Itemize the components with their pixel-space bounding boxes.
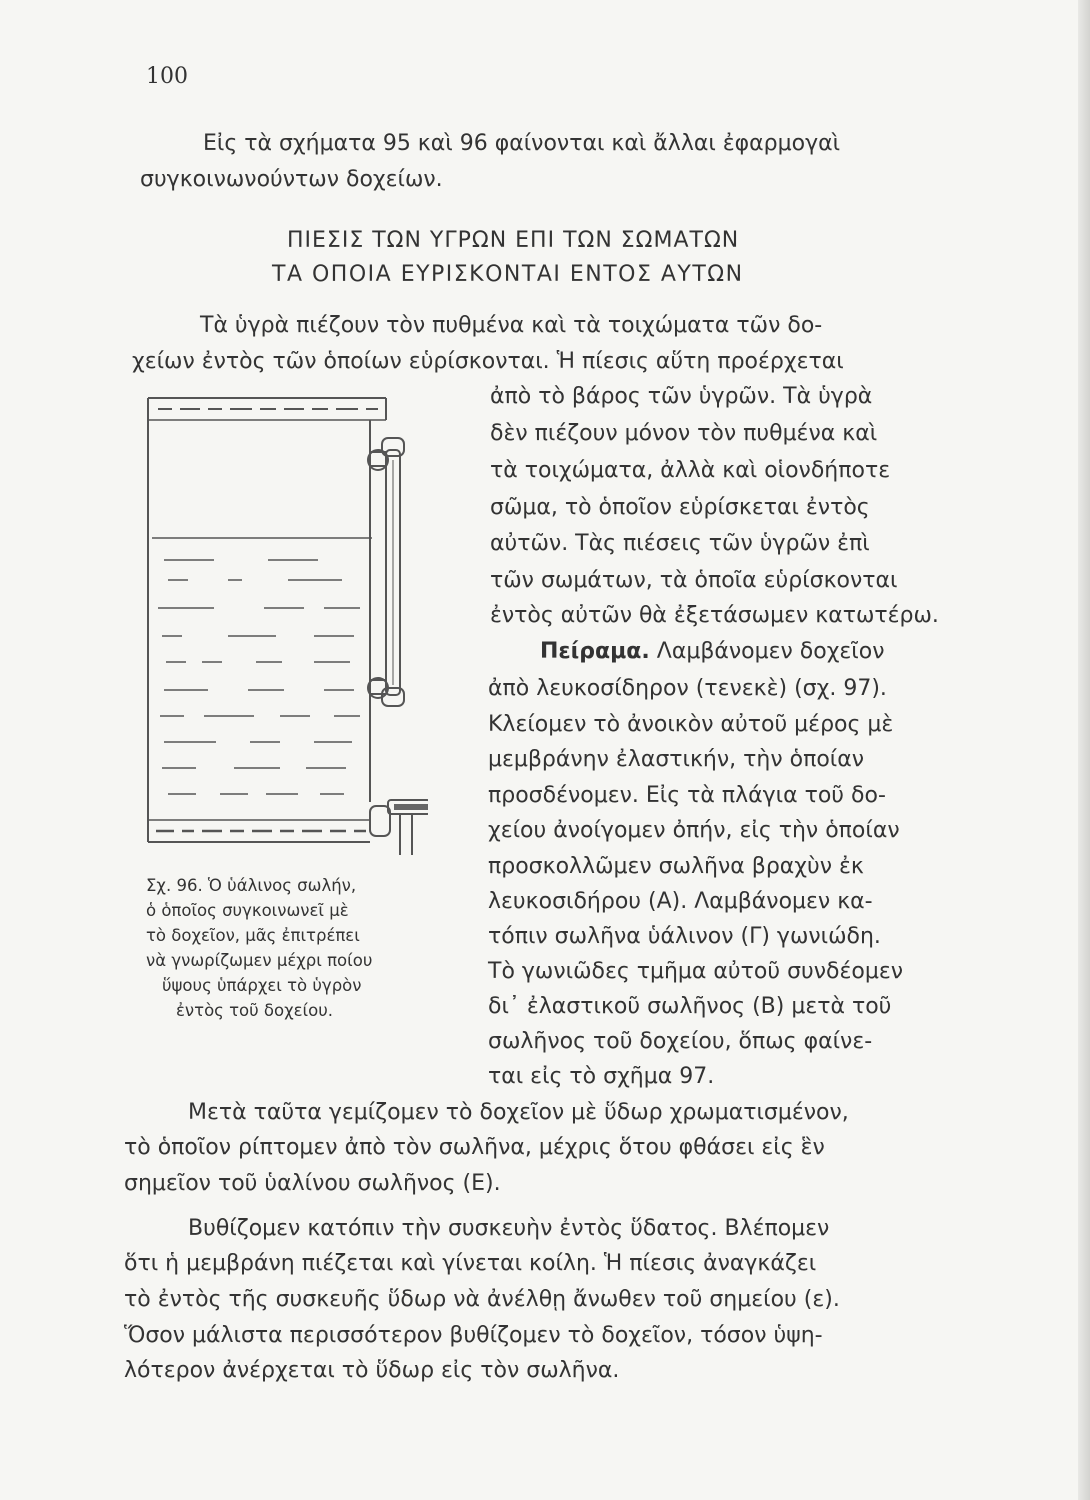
body-line: λευκοσιδήρου (Α). Λαμβάνομεν κα-: [488, 889, 873, 914]
body-line: χείου ἀνοίγομεν ὀπήν, εἰς τὴν ὁποίαν: [488, 818, 900, 843]
body-line: προσδένομεν. Εἰς τὰ πλάγια τοῦ δο-: [488, 783, 886, 808]
body-line: ται εἰς τὸ σχῆμα 97.: [488, 1064, 715, 1089]
figure-caption-line: τὸ δοχεῖον, μᾶς ἐπιτρέπει: [146, 926, 360, 945]
body-line: σωλῆνος τοῦ δοχείου, ὅπως φαίνε-: [488, 1029, 873, 1054]
experiment-first-line: [540, 636, 885, 668]
page-number: 100: [146, 64, 188, 89]
intro-line: Εἰς τὰ σχήματα 95 καὶ 96 φαίνονται καὶ ἄλλαι ἐφαρμογαὶ: [203, 131, 841, 156]
body-line: ἀπὸ τὸ βάρος τῶν ὑγρῶν. Τὰ ὑγρὰ: [490, 384, 873, 409]
body-line: μεμβράνην ἐλαστικήν, τὴν ὁποίαν: [488, 747, 865, 772]
experiment-first-text: Λαμβάνομεν δοχεῖον: [656, 639, 885, 664]
body-line: Τὰ ὑγρὰ πιέζουν τὸν πυθμένα καὶ τὰ τοιχώματα τῶν δο-: [200, 313, 823, 338]
body-line: δι᾿ ἐλαστικοῦ σωλῆνος (Β) μετὰ τοῦ: [488, 994, 892, 1019]
body-line: ἐντὸς αὐτῶν θὰ ἐξετάσωμεν κατωτέρω.: [490, 603, 939, 628]
body-line: δὲν πιέζουν μόνον τὸν πυθμένα καὶ: [490, 421, 878, 446]
body-line: αὐτῶν. Τὰς πιέσεις τῶν ὑγρῶν ἐπὶ: [490, 531, 870, 556]
body-line: Μετὰ ταῦτα γεμίζομεν τὸ δοχεῖον μὲ ὕδωρ χρωματισμένον,: [188, 1100, 849, 1125]
body-line: Βυθίζομεν κατόπιν τὴν συσκευὴν ἐντὸς ὕδατος. Βλέπομεν: [188, 1216, 830, 1241]
figure-caption-line: νὰ γνωρίζωμεν μέχρι ποίου: [146, 951, 373, 970]
body-line: τὸ ἐντὸς τῆς συσκευῆς ὕδωρ νὰ ἀνέλθῃ ἄνωθεν τοῦ σημείου (ε).: [124, 1287, 840, 1312]
body-line: Τὸ γωνιῶδες τμῆμα αὐτοῦ συνδέομεν: [488, 959, 904, 984]
body-line: σημεῖον τοῦ ὑαλίνου σωλῆνος (Ε).: [124, 1171, 501, 1196]
figure-caption-line: ὁ ὁποῖος συγκοινωνεῖ μὲ: [146, 901, 349, 920]
glass-tube: [368, 438, 404, 706]
body-line: Κλείομεν τὸ ἀνοικὸν αὐτοῦ μέρος μὲ: [488, 712, 894, 737]
section-heading-line: ΠΙΕΣΙΣ ΤΩΝ ΥΓΡΩΝ ΕΠΙ ΤΩΝ ΣΩΜΑΤΩΝ: [287, 228, 740, 253]
body-line: σῶμα, τὸ ὁποῖον εὑρίσκεται ἐντὸς: [490, 495, 870, 520]
body-line: ἀπὸ λευκοσίδηρον (τενεκὲ) (σχ. 97).: [488, 676, 887, 701]
body-line: τὰ τοιχώματα, ἀλλὰ καὶ οἱονδήποτε: [490, 458, 891, 483]
body-line: Ὅσον μάλιστα περισσότερον βυθίζομεν τὸ δοχεῖον, τόσον ὑψη-: [124, 1323, 823, 1348]
body-line: τὸ ὁποῖον ρίπτομεν ἀπὸ τὸν σωλῆνα, μέχρις ὅτου φθάσει εἰς ἓν: [124, 1135, 825, 1160]
experiment-label: Πείραμα.: [540, 639, 650, 664]
figure-caption-line: Σχ. 96. Ὁ ὑάλινος σωλήν,: [146, 876, 357, 895]
faucet: [370, 800, 428, 855]
section-heading-line: ΤΑ ΟΠΟΙΑ ΕΥΡΙΣΚΟΝΤΑΙ ΕΝΤΟΣ ΑΥΤΩΝ: [272, 262, 744, 287]
body-line: λότερον ἀνέρχεται τὸ ὕδωρ εἰς τὸν σωλῆνα.: [124, 1358, 620, 1383]
figure-96-drawing: [138, 390, 428, 865]
body-line: τῶν σωμάτων, τὰ ὁποῖα εὑρίσκονται: [490, 568, 898, 593]
body-line: χείων ἐντὸς τῶν ὁποίων εὑρίσκονται. Ἡ πίεσις αὕτη προέρχεται: [132, 349, 844, 374]
body-line: προσκολλῶμεν σωλῆνα βραχὺν ἐκ: [488, 854, 864, 879]
body-line: ὅτι ἡ μεμβράνη πιέζεται καὶ γίνεται κοίλη. Ἡ πίεσις ἀναγκάζει: [124, 1251, 817, 1276]
figure-caption-line: ἐντὸς τοῦ δοχείου.: [176, 1001, 334, 1020]
intro-line: συγκοινωνούντων δοχείων.: [140, 167, 443, 192]
page-edge: [1078, 0, 1090, 1500]
figure-caption-line: ὕψους ὑπάρχει τὸ ὑγρὸν: [162, 976, 362, 995]
body-line: τόπιν σωλῆνα ὑάλινον (Γ) γωνιώδη.: [488, 924, 881, 949]
